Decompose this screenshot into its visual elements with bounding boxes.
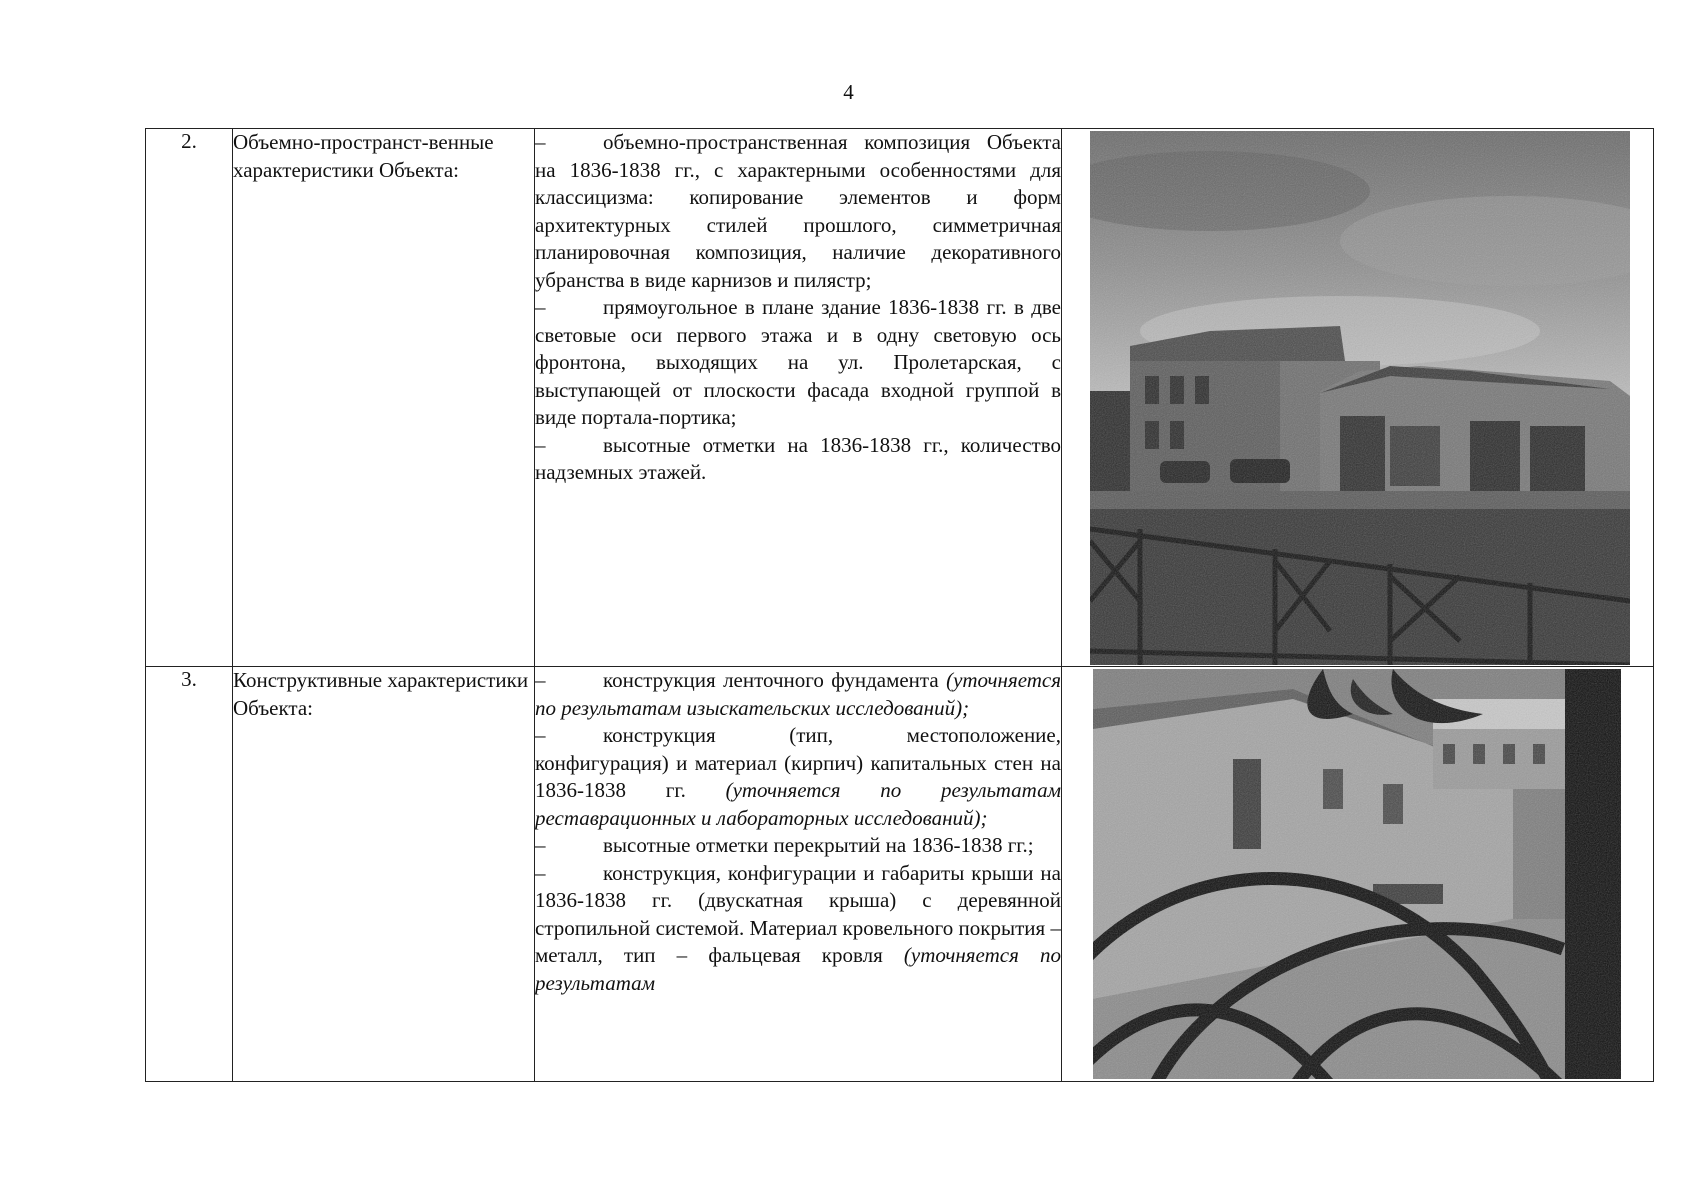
list-item: – высотные отметки на 1836-1838 гг., количество надземных этажей.	[535, 432, 1061, 484]
row-description	[535, 667, 1062, 1082]
row-number: 2.	[146, 129, 233, 667]
row-description	[535, 129, 1062, 667]
list-item: – конструкция, конфигурации и габариты крыши на 1836-1838 гг. (двускатная крыша) с деревянной стропильной системой. Материал кровельного покрытия – металл, тип – фальцевая кровля (уточняется по результатам	[535, 860, 1061, 995]
row-title: Конструктивные характеристики Объекта:	[233, 667, 535, 1082]
table-row	[146, 667, 1654, 1082]
list-item: – прямоугольное в плане здание 1836-1838 гг. в две световые оси первого этажа и в одну световую ось фронтона, выходящих на ул. Пролетарская, с выступающей от плоскости фасада входной группой в виде портала-портика;	[535, 295, 1061, 429]
list-item: – конструкция ленточного фундамента (уточняется по результатам изыскательских исследований);	[535, 668, 1061, 720]
list-item: – конструкция (тип, местоположение, конфигурация) и материал (кирпич) капитальных стен на 1836-1838 гг. (уточняется по результатам реставрационных и лабораторных исследований);	[535, 723, 1061, 830]
row-number: 3.	[146, 667, 233, 1082]
building-through-fence-photo	[1062, 667, 1654, 1082]
list-item: – объемно-пространственная композиция Объекта на 1836-1838 гг., с характерными особенностями для классицизма: копирование элементов и форм архитектурных стилей прошлого, симметричная планировочная композиция, наличие декоративного убранства в виде карнизов и пилястр;	[535, 130, 1061, 292]
building-street-photo	[1062, 129, 1654, 667]
characteristics-table	[145, 128, 1654, 1082]
list-item: – высотные отметки перекрытий на 1836-1838 гг.;	[535, 833, 1034, 857]
table-row	[146, 129, 1654, 667]
row-title: Объемно-пространст-венные характеристики Объекта:	[233, 129, 535, 667]
page-number: 4	[843, 80, 854, 104]
